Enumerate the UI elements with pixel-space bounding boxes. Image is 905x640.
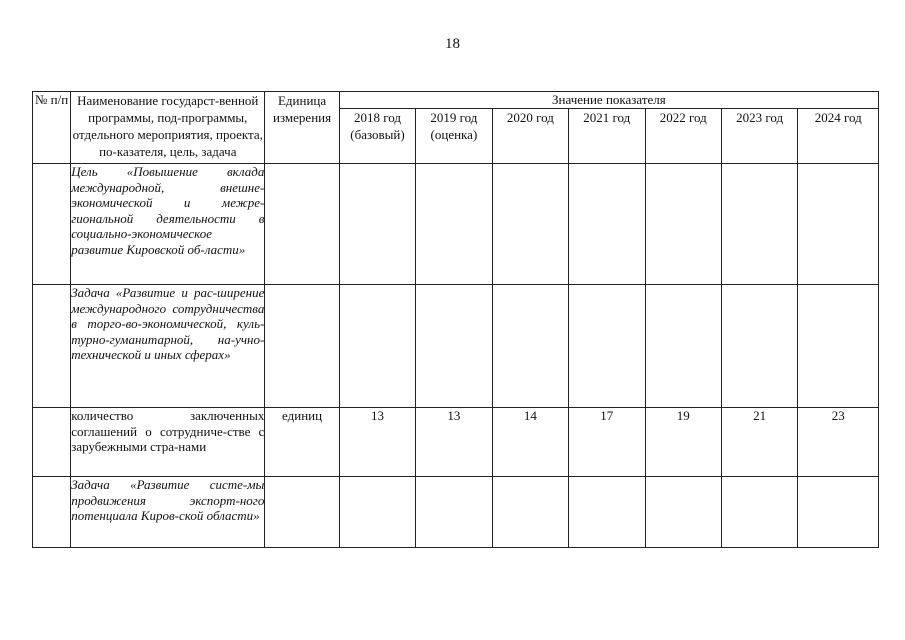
value-cell-2018: 13 (339, 408, 415, 477)
table-row (33, 285, 879, 408)
indicators-table (32, 91, 879, 548)
row-unit-cell (265, 164, 339, 285)
header-year-2023 (721, 109, 797, 164)
header-year-2018 (339, 109, 415, 164)
value-cell-2020 (492, 477, 568, 548)
value-cell-2024: 23 (798, 408, 879, 477)
value-cell-2020 (492, 164, 568, 285)
value-cell-2019 (416, 477, 492, 548)
row-name-cell: Задача «Развитие систе-мы продвижения экспорт-ного потенциала Киров-ской области» (71, 477, 265, 548)
row-number-cell (33, 477, 71, 548)
value-cell-2021 (569, 477, 645, 548)
header-year-2022 (645, 109, 721, 164)
row-unit-cell: единиц (265, 408, 339, 477)
year-label: 2024 год (814, 110, 862, 125)
value-cell-2022 (645, 477, 721, 548)
header-year-2020 (492, 109, 568, 164)
header-number: № п/п (33, 92, 71, 164)
table-row (33, 164, 879, 285)
row-unit-cell (265, 285, 339, 408)
value-cell-2023 (721, 285, 797, 408)
year-label: 2019 год (430, 110, 478, 125)
row-name-cell: количество заключенных соглашений о сотрудниче-стве с зарубежными стра-нами (71, 408, 265, 477)
value-cell-2022 (645, 285, 721, 408)
year-label: 2023 год (736, 110, 784, 125)
value-cell-2023 (721, 477, 797, 548)
value-cell-2024 (798, 164, 879, 285)
value-cell-2021 (569, 164, 645, 285)
value-cell-2022 (645, 164, 721, 285)
table-row (33, 408, 879, 477)
year-label: 2020 год (506, 110, 554, 125)
row-number-cell (33, 408, 71, 477)
row-number-cell (33, 164, 71, 285)
header-year-2021 (569, 109, 645, 164)
value-cell-2019 (416, 285, 492, 408)
value-cell-2023: 21 (721, 408, 797, 477)
row-unit-cell (265, 477, 339, 548)
value-cell-2020: 14 (492, 408, 568, 477)
year-note: (оценка) (430, 127, 478, 142)
year-label: 2022 год (659, 110, 707, 125)
page-number: 18 (445, 36, 460, 52)
header-year-2024 (798, 109, 879, 164)
header-values-title: Значение показателя (339, 92, 878, 109)
value-cell-2023 (721, 164, 797, 285)
value-cell-2020 (492, 285, 568, 408)
row-number-cell (33, 285, 71, 408)
row-name-cell: Цель «Повышение вклада международной, внешне-экономической и межре-гиональной деятельности в социально-экономическое развитие Кировской об-ласти» (71, 164, 265, 285)
value-cell-2018 (339, 285, 415, 408)
value-cell-2021 (569, 285, 645, 408)
value-cell-2019: 13 (416, 408, 492, 477)
value-cell-2018 (339, 164, 415, 285)
value-cell-2019 (416, 164, 492, 285)
row-name-cell: Задача «Развитие и рас-ширение международного сотрудничества в торго-во-экономической, куль-турно-гуманитарной, на-учно-технической и иных сферах» (71, 285, 265, 408)
header-name: Наименование государст-венной программы, под-программы, отдельного мероприятия, проекта, по-казателя, цель, задача (71, 92, 265, 164)
table-row (33, 477, 879, 548)
value-cell-2018 (339, 477, 415, 548)
header-unit: Единица измерения (265, 92, 339, 164)
value-cell-2022: 19 (645, 408, 721, 477)
year-label: 2021 год (583, 110, 631, 125)
value-cell-2024 (798, 477, 879, 548)
value-cell-2024 (798, 285, 879, 408)
year-label: 2018 год (353, 110, 401, 125)
year-note: (базовый) (350, 127, 405, 142)
value-cell-2021: 17 (569, 408, 645, 477)
header-year-2019 (416, 109, 492, 164)
